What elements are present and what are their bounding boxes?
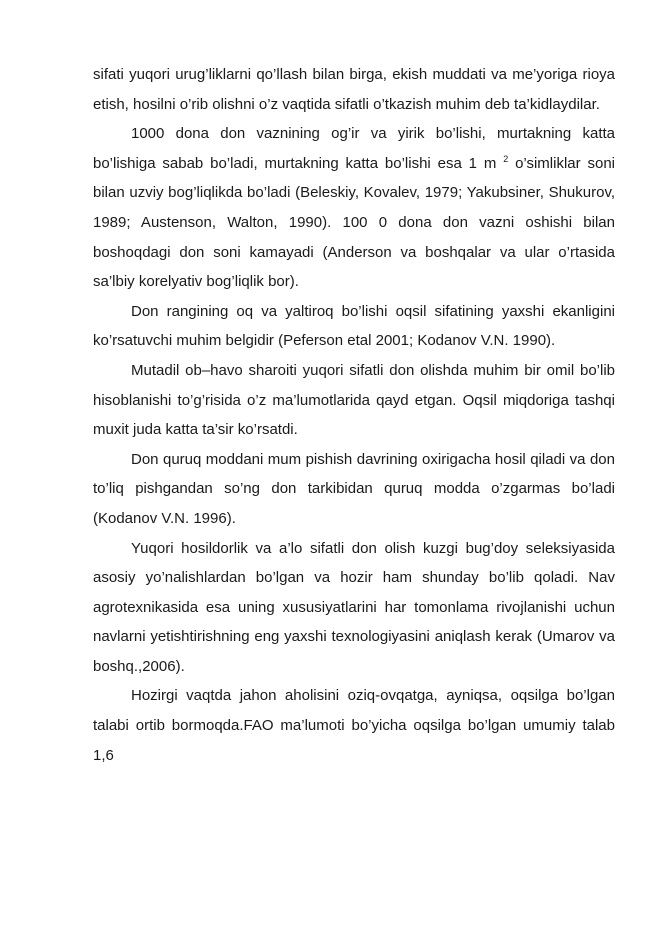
paragraph-2 xyxy=(93,119,615,297)
paragraph-2-start: 1000 dona don vaznining og’ir va yirik bo’lishi, murtakning katta bo’lishiga sabab bo’ladi, murtakning katta bo’lishi esa 1 m xyxy=(93,125,615,172)
paragraph-5: Don quruq moddani mum pishish davrining oxirigacha hosil qiladi va don to’liq pishgandan so’ng don tarkibidan quruq modda o’zgarmas bo’ladi (Kodanov V.N. 1996). xyxy=(93,450,615,527)
paragraph-3: Don rangining oq va yaltiroq bo’lishi oqsil sifatining yaxshi ekanligini ko’rsatuvchi muhim belgidir (Peferson etal 2001; Kodanov V.N. 1990). xyxy=(93,302,615,350)
paragraph-4: Mutadil ob–havo sharoiti yuqori sifatli don olishda muhim bir omil bo’lib hisoblanishi to’g’risida o’z ma’lumotlarida qayd etgan. Oqsil miqdoriga tashqi muxit juda katta ta’sir ko’rsatdi. xyxy=(93,361,615,439)
paragraph-2-continuation: o’simliklar soni bilan uzviy bog’liqlikda bo’ladi (Beleskiy, Kovalev, 1979; Yakubsiner, Shukurov, 1989; Austenson, Walton, 1990). 100 0 dona don vazni oshishi bilan boshoqdagi don soni kamayadi (Anderson va boshqalar va ular o’rtasida sa’lbiy korelyativ bog’liqlik bor). xyxy=(93,154,616,291)
superscript-squared: 2 xyxy=(503,153,509,164)
paragraph-1: sifati yuqori urug’liklarni qo’llash bilan birga, ekish muddati va me’yoriga rioya etish, hosilni o’rib olishni o’z vaqtida sifatli o’tkazish muhim deb ta’kidlaydilar. xyxy=(93,66,615,113)
paragraph-6: Yuqori hosildorlik va a’lo sifatli don olish kuzgi bug’doy seleksiyasida asosiy yo’nalishlardan bo’lgan va hozir ham shunday bo’lib qoladi. Nav agrotexnikasida esa uning xususiyatlarini har tomonlama rivojlanishi uchun navlarni yetishtirishning eng yaxshi texnologiyasini aniqlash kerak (Umarov va boshq.,2006). xyxy=(93,539,615,675)
paragraph-7: Hozirgi vaqtda jahon aholisini oziq-ovqatga, ayniqsa, oqsilga bo’lgan talabi ortib bormoqda.FAO ma’lumoti bo’yicha oqsilga bo’lgan umumiy talab 1,6 xyxy=(93,687,615,764)
document-body xyxy=(93,60,615,770)
